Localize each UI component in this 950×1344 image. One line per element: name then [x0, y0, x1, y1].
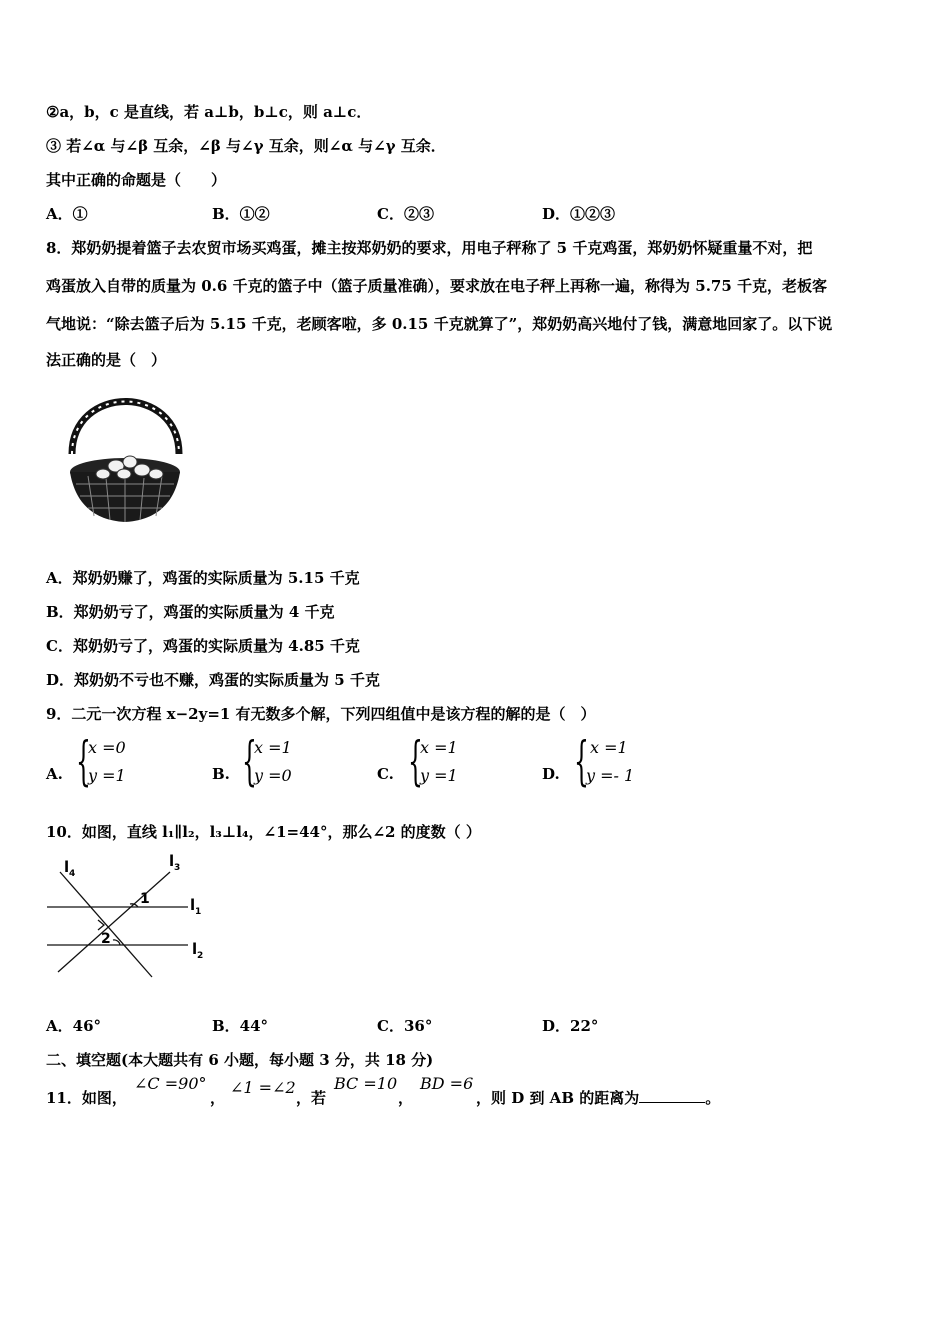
q7-option-d: D．①②③ [542, 205, 616, 223]
brace-icon: { [408, 732, 423, 792]
q7-option-a: A．① [46, 205, 88, 223]
answer-blank[interactable] [639, 1088, 705, 1103]
parallel-lines-figure [44, 852, 214, 984]
q11-math-bd: BD =6 [420, 1074, 474, 1093]
q10-option-b: B．44° [212, 1017, 269, 1035]
q8-line-1: 8．郑奶奶提着篮子去农贸市场买鸡蛋，摊主按郑奶奶的要求，用电子秤称了 5 千克鸡蛋，郑奶奶怀疑重量不对，把 [46, 239, 813, 257]
section-2-title: 二、填空题(本大题共有 6 小题，每小题 3 分，共 18 分) [46, 1051, 434, 1069]
q9-option-c-label: C. [377, 765, 394, 783]
q9-option-d-row-2: y =- 1 [586, 766, 635, 785]
q11-math-bc: BC =10 [334, 1074, 398, 1093]
q10-stem: 10．如图，直线 l₁∥l₂，l₃⊥l₄，∠1=44°，那么∠2 的度数（ ） [46, 823, 481, 841]
q11-comma-2: ， [398, 1089, 414, 1107]
label-l3: l [169, 852, 175, 870]
q10-option-a: A．46° [46, 1017, 102, 1035]
label-l4: l [64, 858, 70, 876]
q9-option-a-system [76, 732, 146, 796]
q11-end: 。 [705, 1089, 721, 1107]
q10-option-d: D．22° [542, 1017, 599, 1035]
q9-stem: 9．二元一次方程 x−2y=1 有无数多个解，下列四组值中是该方程的解的是（ ） [46, 705, 596, 723]
egg-basket-figure [58, 392, 193, 532]
q11-if: ，若 [296, 1089, 327, 1107]
q9-option-a-label: A. [46, 765, 63, 783]
q11-prefix: 11．如图， [46, 1089, 127, 1107]
label-l1-sub: 1 [195, 907, 202, 917]
q11-comma-1: ， [210, 1089, 226, 1107]
q9-option-b-row-1: x =1 [254, 738, 292, 757]
angle-1-label: 1 [140, 891, 150, 907]
label-l4-sub: 4 [69, 869, 76, 879]
q8-line-2: 鸡蛋放入自带的质量为 0.6 千克的篮子中（篮子质量准确），要求放在电子秤上再称一遍，称得为 5.75 千克，老板客 [46, 277, 828, 295]
q8-option-b: B．郑奶奶亏了，鸡蛋的实际质量为 4 千克 [46, 603, 335, 621]
brace-icon: { [76, 732, 91, 792]
q7-option-c: C．②③ [377, 205, 434, 223]
q11-math-angle-equal: ∠1 =∠2 [230, 1078, 296, 1097]
q9-option-d-row-1: x =1 [590, 738, 628, 757]
q8-line-4: 法正确的是（ ） [46, 351, 167, 369]
q11-suffix-text: ，则 D 到 AB 的距离为 [476, 1089, 640, 1107]
q9-option-b-system [242, 732, 312, 796]
q8-line-3: 气地说：“除去篮子后为 5.15 千克，老顾客啦，多 0.15 千克就算了”，郑奶奶高兴地付了钱，满意地回家了。以下说 [46, 315, 833, 333]
q8-option-c: C．郑奶奶亏了，鸡蛋的实际质量为 4.85 千克 [46, 637, 360, 655]
q9-option-d-system [574, 732, 664, 796]
q9-option-c-row-1: x =1 [420, 738, 458, 757]
brace-icon: { [242, 732, 257, 792]
q11-math-angle-c: ∠C =90° [134, 1074, 207, 1093]
q7-option-b: B．①② [212, 205, 270, 223]
label-l3-sub: 3 [174, 863, 181, 873]
q7-item-2: ②a，b，c 是直线，若 a⊥b，b⊥c，则 a⊥c． [46, 103, 372, 121]
q8-option-d: D．郑奶奶不亏也不赚，鸡蛋的实际质量为 5 千克 [46, 671, 380, 689]
q9-option-a-row-1: x =0 [88, 738, 126, 757]
q8-option-a: A．郑奶奶赚了，鸡蛋的实际质量为 5.15 千克 [46, 569, 360, 587]
q9-option-a-row-2: y =1 [88, 766, 126, 785]
q11-suffix [476, 1088, 720, 1108]
q9-option-d-label: D. [542, 765, 560, 783]
q7-item-3: ③ 若∠α 与∠β 互余，∠β 与∠γ 互余，则∠α 与∠γ 互余． [46, 137, 446, 155]
label-l2-sub: 2 [197, 951, 204, 961]
q9-option-c-system [408, 732, 478, 796]
q7-stem: 其中正确的命题是（ ） [46, 171, 227, 189]
q9-option-b-row-2: y =0 [254, 766, 292, 785]
brace-icon: { [574, 732, 589, 792]
q9-option-b-label: B. [212, 765, 230, 783]
label-l2: l [192, 940, 198, 958]
q10-option-c: C．36° [377, 1017, 433, 1035]
angle-2-label: 2 [101, 931, 111, 947]
label-l1: l [190, 896, 196, 914]
q9-option-c-row-2: y =1 [420, 766, 458, 785]
